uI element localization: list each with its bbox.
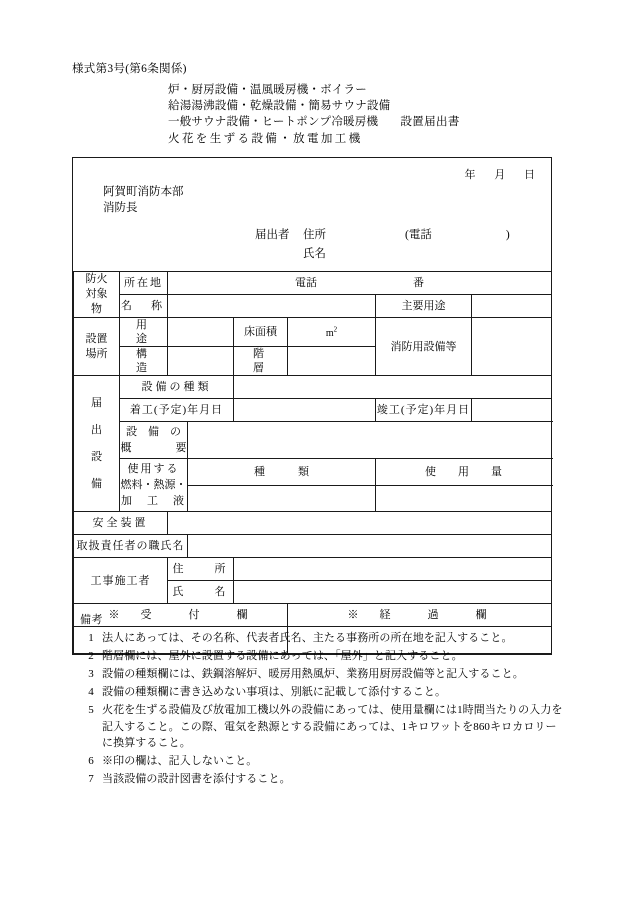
remark-number: 5 (88, 704, 94, 716)
remark-number: 1 (88, 632, 94, 644)
install-place-group-label-1: 設置 (85, 332, 108, 345)
start-date-label: 着工(予定)年月日 (120, 399, 234, 422)
remark-note (80, 753, 566, 770)
applicant-label: 届出者 (255, 229, 290, 241)
form-grid (73, 271, 552, 654)
remark-text: 火花を生ずる設備及び放電加工機以外の設備にあっては、使用量欄には1時間当たりの入力を記入すること。この際、電気を熱源とする設備にあっては、1キロワットを860キロカロリーに換算すること。 (102, 704, 563, 749)
floor-area-unit: $m^2$ (325, 325, 338, 340)
table-row-safety-device (74, 512, 552, 535)
submission-date (465, 166, 536, 182)
title-line-2: 給湯湯沸設備・乾燥設備・簡易サウナ設備 (168, 100, 391, 113)
building-name-label: 名 称 (120, 295, 168, 318)
remarks-section (80, 611, 566, 789)
applicant-address-row (255, 226, 510, 245)
floor-area-label: 床面積 (234, 318, 288, 347)
install-use-label: 用 途 (120, 318, 168, 347)
equipment-type-label: 設備の種類 (120, 376, 234, 399)
building-tel-label: 電話 (295, 277, 318, 289)
main-use-value[interactable] (472, 295, 552, 318)
equipment-type-value[interactable] (234, 376, 552, 399)
table-row-contractor-address (74, 558, 552, 581)
remark-note (80, 648, 566, 665)
building-group-label-1: 防火 (85, 273, 108, 285)
title-line-4: 火花を生ずる設備・放電加工機 (168, 132, 363, 145)
notified-group-label-3: 設 (91, 450, 102, 463)
fuel-label-3: 加 工 液 (121, 495, 186, 507)
remark-number: 4 (88, 686, 94, 698)
contractor-address-value[interactable] (234, 558, 552, 581)
main-use-label: 主要用途 (376, 295, 472, 318)
table-row-handler (74, 535, 552, 558)
fuel-label-1: 使用する (127, 463, 180, 475)
remark-number: 2 (88, 650, 94, 662)
table-row-use-floor-area (74, 318, 552, 347)
title-line-3: 一般サウナ設備・ヒートポンプ冷暖房機 (168, 116, 379, 129)
remark-number: 3 (88, 668, 94, 680)
document-title-block (168, 82, 460, 147)
start-date-value[interactable] (234, 399, 376, 422)
table-row-equipment-type (74, 376, 552, 399)
title-line-1: 炉・厨房設備・温風暖房機・ボイラー (168, 84, 367, 96)
location-value-cell[interactable] (168, 272, 552, 295)
floor-value[interactable] (288, 347, 376, 376)
applicant-block (255, 226, 510, 264)
progress-label: ※ 経 過 欄 (288, 604, 552, 627)
remarks-title: 備考 (80, 614, 103, 626)
remark-text: 設備の種類欄に書き込めない事項は、別紙に記載して添付すること。 (102, 686, 447, 698)
form-header-area (73, 158, 551, 271)
date-day-label: 日 (524, 169, 535, 181)
fuel-amount-label: 使 用 量 (376, 459, 552, 486)
contractor-address-label: 住 所 (168, 558, 234, 581)
equipment-summary-label-2: 概 要 (120, 442, 187, 454)
equipment-summary-label-1: 設 備 の (126, 426, 181, 438)
fuel-label (120, 459, 188, 512)
remark-text: 設備の種類欄には、鉄鋼溶解炉、暖房用熱風炉、業務用厨房設備等と記入すること。 (102, 668, 524, 680)
equipment-summary-value[interactable] (188, 422, 552, 459)
completion-date-value[interactable] (472, 399, 552, 422)
contractor-name-value[interactable] (234, 581, 552, 604)
remark-text: 階層欄には、屋外に設置する設備にあっては、「屋外」と記入すること。 (102, 650, 463, 662)
notified-group-label-4: 備 (91, 477, 102, 490)
table-row-location (74, 272, 552, 295)
notification-form (72, 157, 552, 655)
fuel-amount-value[interactable] (376, 485, 552, 512)
building-group-label-2: 対象 (85, 288, 108, 300)
form-number: 様式第3号(第6条関係) (72, 63, 187, 75)
date-month-label: 月 (494, 169, 506, 181)
building-group-label (74, 272, 120, 318)
location-label: 所在地 (120, 272, 168, 295)
fuel-kind-label: 種 類 (188, 459, 376, 486)
remark-note (80, 684, 566, 701)
date-year-label: 年 (464, 169, 476, 181)
table-row-building-name (74, 295, 552, 318)
remark-note (80, 630, 566, 647)
building-group-label-3: 物 (91, 303, 102, 315)
remark-text: 当該設備の設計図書を添付すること。 (102, 773, 291, 785)
contractor-name-label: 氏 名 (168, 581, 234, 604)
applicant-name-label: 氏名 (303, 248, 326, 260)
applicant-tel-close: ) (505, 229, 510, 241)
remark-text: ※印の欄は、記入しないこと。 (102, 755, 258, 767)
applicant-tel-open: (電話 (405, 229, 432, 241)
remark-text: 法人にあっては、その名称、代表者氏名、主たる事務所の所在地を記入すること。 (102, 632, 513, 644)
contractor-group-label: 工事施工者 (74, 558, 168, 604)
applicant-telephone (405, 226, 510, 245)
applicant-address-label: 住所 (303, 229, 326, 241)
install-place-group-label (74, 318, 120, 376)
building-name-value[interactable] (168, 295, 376, 318)
remark-note (80, 666, 566, 683)
receipt-label: ※ 受 付 欄 (74, 604, 288, 627)
completion-date-label: 竣工(予定)年月日 (376, 399, 472, 422)
structure-label: 構 造 (120, 347, 168, 376)
table-row-dates (74, 399, 552, 422)
remark-note (80, 771, 566, 788)
addressee-line-1: 阿賀町消防本部 (103, 186, 184, 198)
table-row-equipment-summary (74, 422, 552, 459)
fire-equipment-label: 消防用設備等 (376, 318, 472, 376)
remark-number: 7 (88, 773, 94, 785)
floor-label: 階 層 (234, 347, 288, 376)
fuel-kind-value[interactable] (188, 485, 376, 512)
addressee (103, 184, 184, 216)
install-place-group-label-2: 場所 (85, 347, 108, 360)
fuel-label-2: 燃料・熱源・ (120, 479, 187, 491)
remark-note (80, 702, 566, 752)
handler-label: 取扱責任者の職氏名 (74, 535, 188, 558)
fire-equipment-value[interactable] (472, 318, 552, 376)
notified-group-label-1: 届 (91, 396, 102, 409)
document-title-lines (168, 82, 390, 147)
equipment-summary-label (120, 422, 188, 459)
notified-group-label-2: 出 (91, 423, 102, 436)
addressee-line-2: 消防長 (103, 202, 138, 214)
table-row-fuel-header (74, 459, 552, 486)
remark-number: 6 (88, 755, 94, 767)
safety-device-label: 安全装置 (74, 512, 168, 535)
building-tel-unit: 番 (413, 277, 425, 289)
floor-area-value[interactable] (288, 318, 376, 347)
handler-value[interactable] (188, 535, 552, 558)
applicant-name-row (255, 245, 510, 264)
notified-equipment-group-label (74, 376, 120, 512)
document-title-suffix: 設置届出書 (400, 115, 460, 128)
safety-device-value[interactable] (168, 512, 552, 535)
